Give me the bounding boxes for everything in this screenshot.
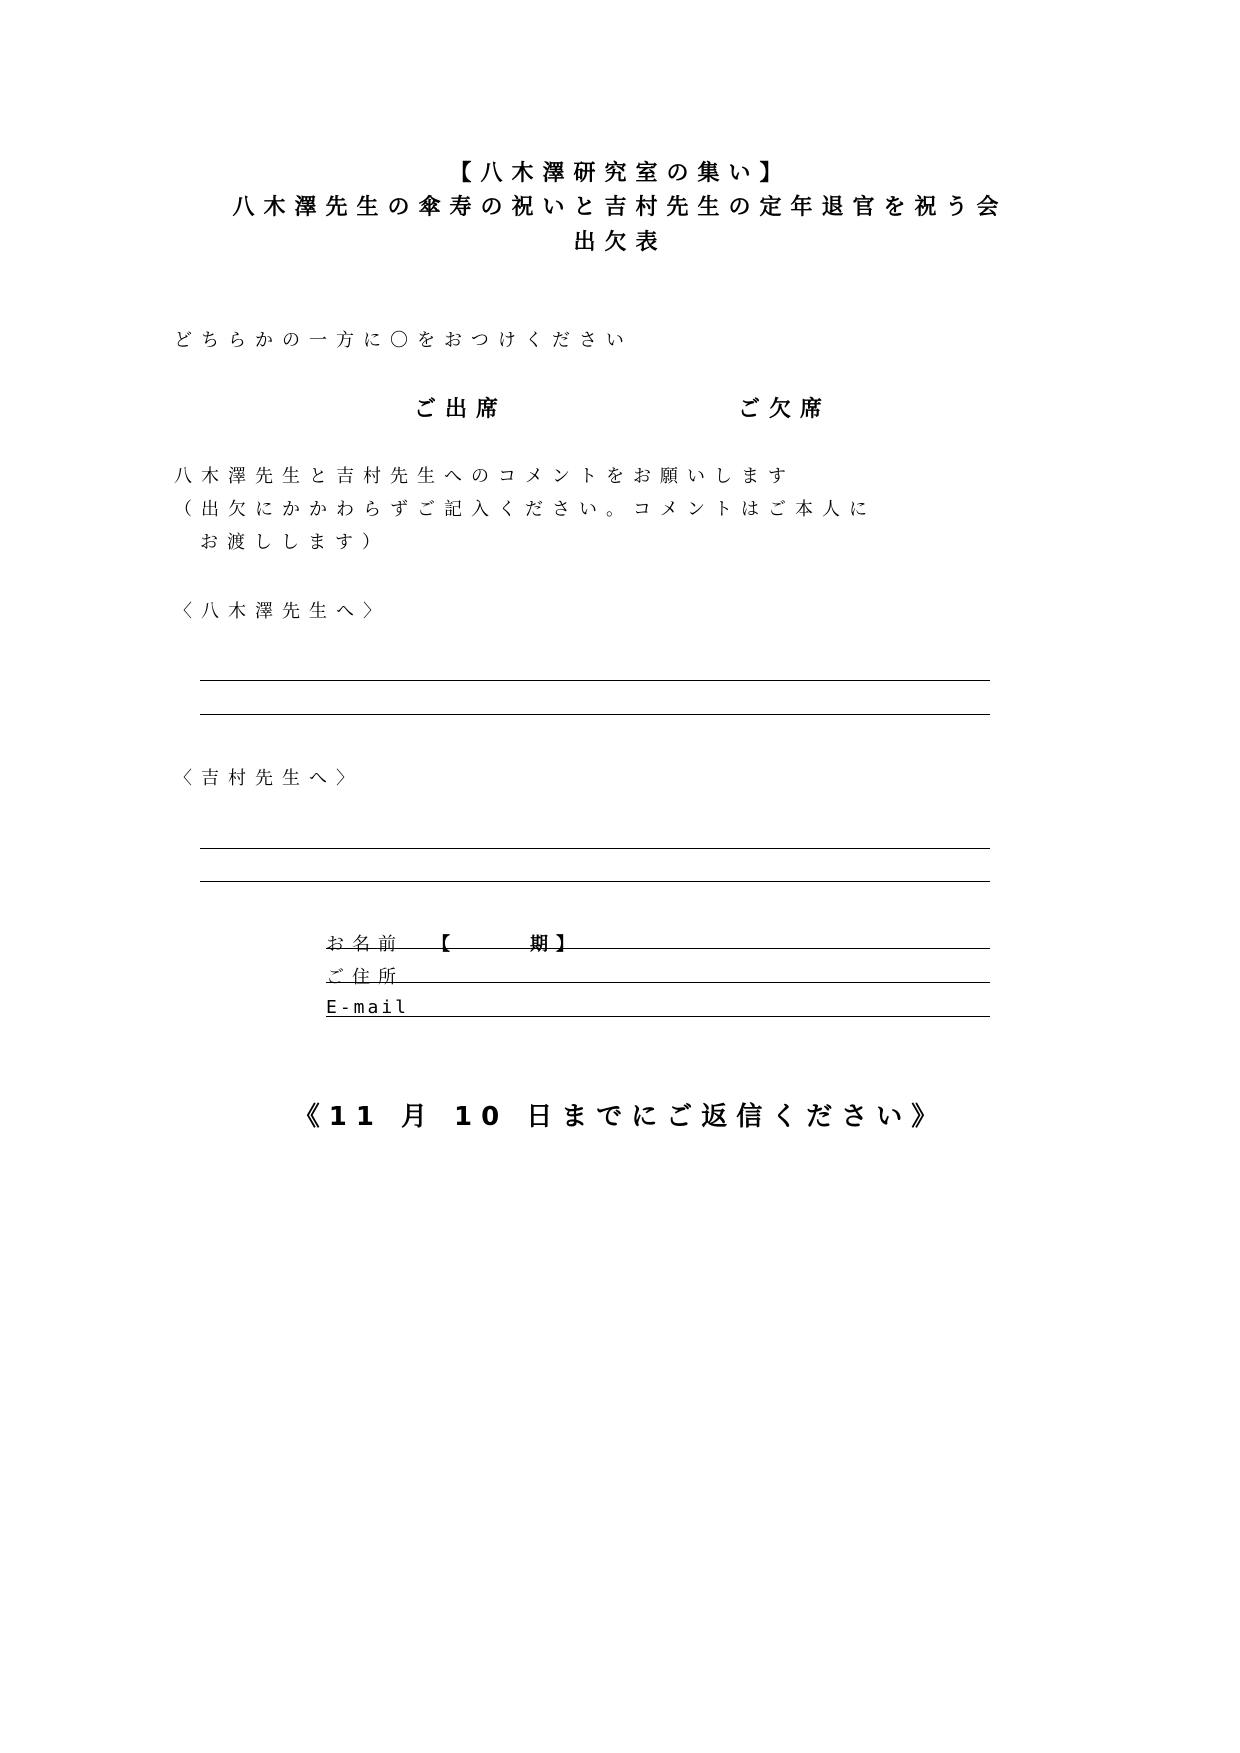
header-line-1: 【八木澤研究室の集い】 <box>449 161 791 186</box>
email-label: E-mail <box>326 997 410 1018</box>
yagisawa-comment-line-2[interactable] <box>200 714 990 715</box>
attend-option[interactable]: ご出席 <box>414 397 508 422</box>
address-field-line[interactable] <box>326 982 990 983</box>
comment-request-line-3: お渡しします） <box>200 532 389 553</box>
name-label: お名前 <box>326 934 404 955</box>
yagisawa-comment-label: 〈八木澤先生へ〉 <box>174 601 390 622</box>
term-close-label: 期】 <box>530 934 582 955</box>
address-label: ご住所 <box>326 967 404 988</box>
name-field-line[interactable] <box>326 948 990 949</box>
email-field-line[interactable] <box>326 1016 990 1017</box>
instruction-text: どちらかの一方に〇をおつけください <box>174 330 633 351</box>
header-line-3: 出欠表 <box>573 230 667 255</box>
comment-request-line-2: （出欠にかかわらずご記入ください。コメントはご本人に <box>174 499 876 520</box>
yoshimura-comment-line-2[interactable] <box>200 881 990 882</box>
yoshimura-comment-line-1[interactable] <box>200 848 990 849</box>
yoshimura-comment-label: 〈吉村先生へ〉 <box>174 768 363 789</box>
yagisawa-comment-line-1[interactable] <box>200 680 990 681</box>
deadline-text: 《11 月 10 日までにご返信ください》 <box>293 1102 947 1132</box>
absent-option[interactable]: ご欠席 <box>738 397 832 422</box>
header-line-2: 八木澤先生の傘寿の祝いと吉村先生の定年退官を祝う会 <box>232 195 1008 220</box>
comment-request-line-1: 八木澤先生と吉村先生へのコメントをお願いします <box>174 466 795 487</box>
term-open-bracket: 【 <box>432 934 458 955</box>
